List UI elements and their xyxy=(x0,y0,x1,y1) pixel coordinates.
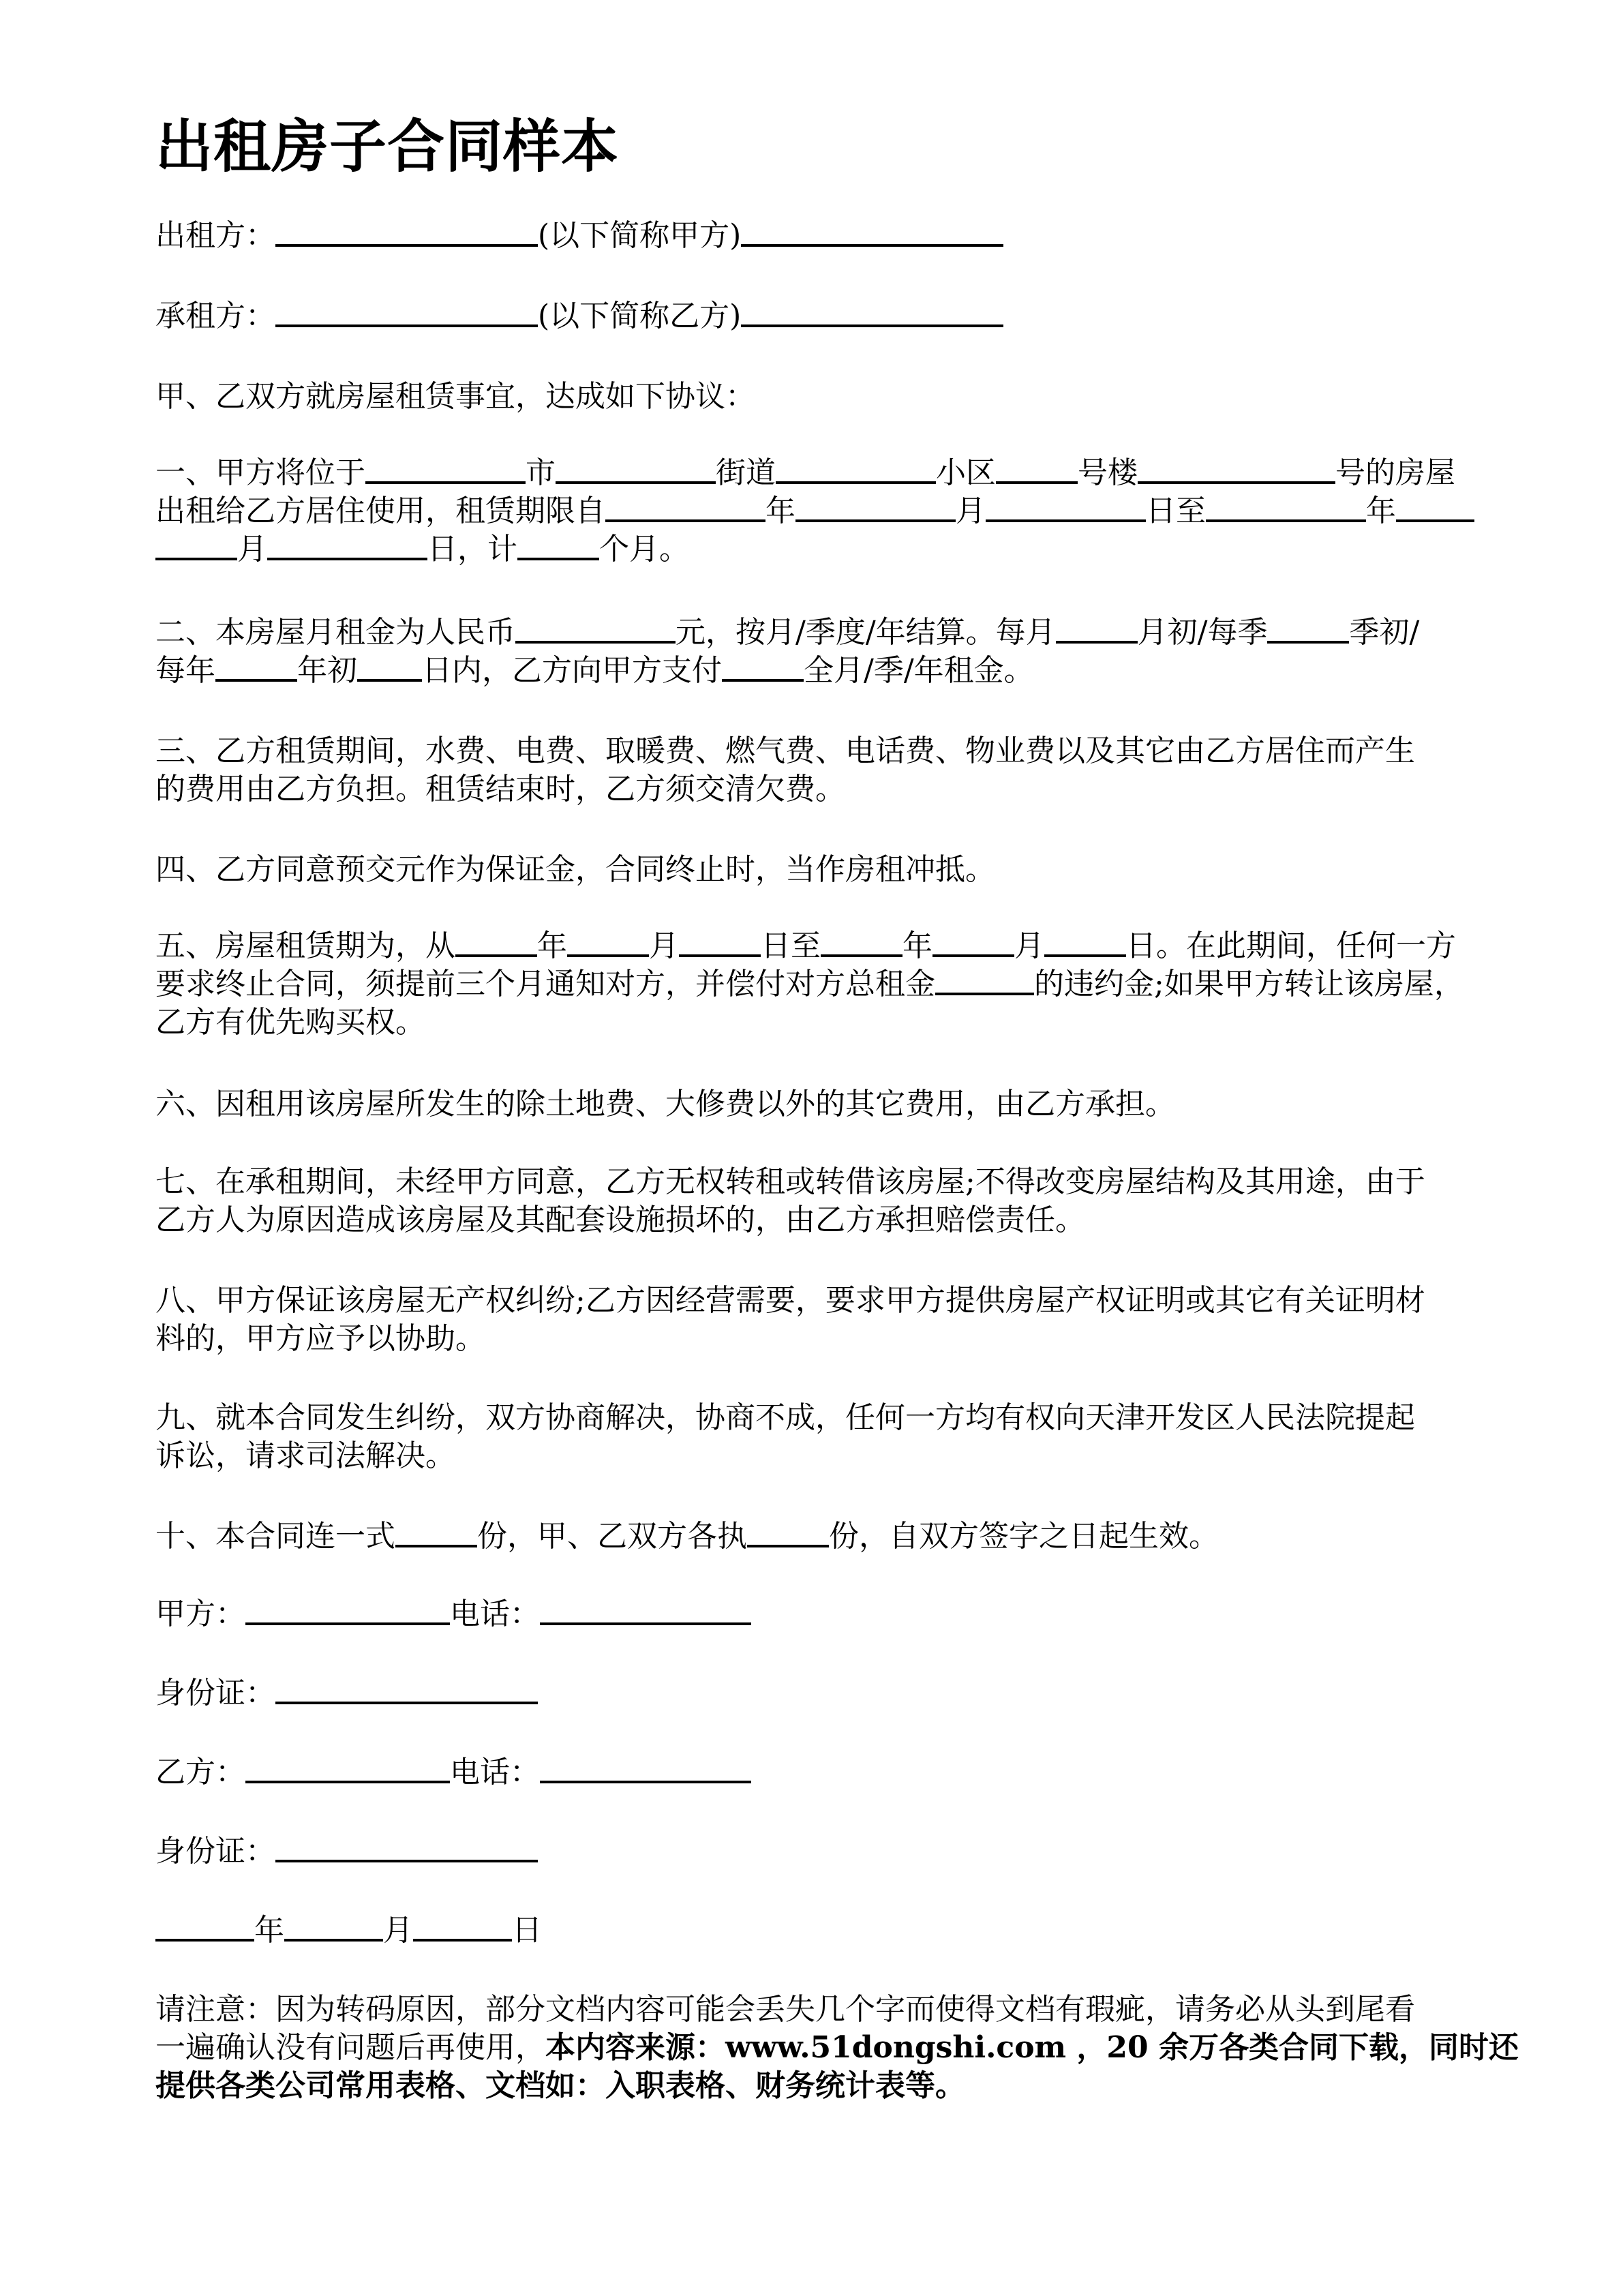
clause-1-line-2: 出租给乙方居住使用，租赁期限自 年 月 日至 年 xyxy=(155,492,1541,530)
party-a-id-line: 身份证： xyxy=(155,1674,1541,1712)
clause-8: 八、甲方保证该房屋无产权纠纷;乙方因经营需要，要求甲方提供房屋产权证明或其它有关证明材 料的，甲方应予以协助。 xyxy=(155,1283,1425,1356)
lessee-label: 承租方： xyxy=(155,299,275,333)
source-link-text: 本内容来源：www.51dongshi.com ，20 余万各类合同下载，同时还 xyxy=(545,2030,1519,2065)
city-blank xyxy=(365,454,526,484)
party-b-id-line: 身份证： xyxy=(155,1832,1541,1871)
clause-2-line-2: 每年 年初 日内，乙方向甲方支付 全月/季/年租金。 xyxy=(155,653,1034,688)
signing-date-line: 年 月 日 xyxy=(155,1912,1541,1950)
lessor-label: 出租方： xyxy=(155,218,275,253)
lessee-extra-blank xyxy=(741,297,1003,327)
building-blank xyxy=(996,454,1078,484)
clause-2 xyxy=(155,614,1541,690)
clause-3: 三、乙方租赁期间，水费、电费、取暖费、燃气费、电话费、物业费以及其它由乙方居住而产生 的费用由乙方负担。租赁结束时，乙方须交清欠费。 xyxy=(155,734,1415,806)
lessee-name-blank xyxy=(275,297,538,327)
party-a-id-blank xyxy=(275,1674,538,1704)
clause-10: 十、本合同连一式 份，甲、乙双方各执 份，自双方签字之日起生效。 xyxy=(155,1519,1219,1554)
party-a-name-blank xyxy=(245,1595,450,1625)
clause-5-line-1: 五、房屋租赁期为，从 年 月 日至 年 月 日。在此期间，任何一方 xyxy=(155,928,1456,963)
party-b-signature-line: 乙方： 电话： xyxy=(155,1753,1541,1792)
party-a-signature-line: 甲方： 电话： xyxy=(155,1595,1541,1633)
lessor-line xyxy=(155,217,1541,255)
notice-paragraph: 请注意：因为转码原因，部分文档内容可能会丢失几个字而使得文档有瑕疵，请务必从头到尾看 一遍确认没有问题后再使用，本内容来源：www.51dongshi.com ，20 余万各类合同下载，同时还 提供各类公司常用表格、文档如：入职表格、财务统计表等。 xyxy=(155,1992,1519,2103)
intro-paragraph: 甲、乙双方就房屋租赁事宜，达成如下协议： xyxy=(155,379,755,414)
clause-7: 七、在承租期间，未经甲方同意，乙方无权转租或转借该房屋;不得改变房屋结构及其用途，由于 乙方人为原因造成该房屋及其配套设施损坏的，由乙方承担赔偿责任。 xyxy=(155,1164,1425,1237)
rent-amount-blank xyxy=(515,614,676,644)
lessor-name-blank xyxy=(275,217,538,247)
party-b-id-blank xyxy=(275,1832,538,1862)
unit-blank xyxy=(1138,454,1335,484)
copies-each-blank xyxy=(747,1517,829,1547)
clause-5 xyxy=(155,927,1541,1042)
community-blank xyxy=(776,454,936,484)
clause-1 xyxy=(155,454,1541,569)
clause-5-line-2: 要求终止合同，须提前三个月通知对方，并偿付对方总租金 的违约金;如果甲方转让该房屋， xyxy=(155,967,1464,1001)
copies-total-blank xyxy=(395,1517,477,1547)
clause-2-line-1: 二、本房屋月租金为人民币 元，按月/季度/年结算。每月 月初/每季 季初/ xyxy=(155,615,1420,650)
clause-1-line-1: 一、甲方将位于 市 街道 小区 号楼 号的房屋 xyxy=(155,455,1455,490)
clause-6: 六、因租用该房屋所发生的除土地费、大修费以外的其它费用，由乙方承担。 xyxy=(155,1087,1175,1121)
page-title: 出租房子合同样本 xyxy=(155,113,620,180)
clause-9: 九、就本合同发生纠纷，双方协商解决，协商不成，任何一方均有权向天津开发区人民法院提起 诉讼，请求司法解决。 xyxy=(155,1400,1415,1473)
party-a-phone-blank xyxy=(540,1595,751,1625)
street-blank xyxy=(556,454,716,484)
party-b-name-blank xyxy=(245,1753,450,1783)
penalty-blank xyxy=(935,965,1034,995)
party-b-phone-blank xyxy=(540,1753,751,1783)
clause-5-line-3: 乙方有优先购买权。 xyxy=(155,1005,425,1040)
lessor-alias: (以下简称甲方) xyxy=(538,218,742,253)
clause-1-line-3: 月 日，计 个月。 xyxy=(155,530,1541,569)
lessee-line xyxy=(155,297,1541,335)
lessor-extra-blank xyxy=(741,217,1003,247)
lessee-alias: (以下简称乙方) xyxy=(538,299,742,333)
clause-4: 四、乙方同意预交元作为保证金，合同终止时，当作房租冲抵。 xyxy=(155,852,995,887)
